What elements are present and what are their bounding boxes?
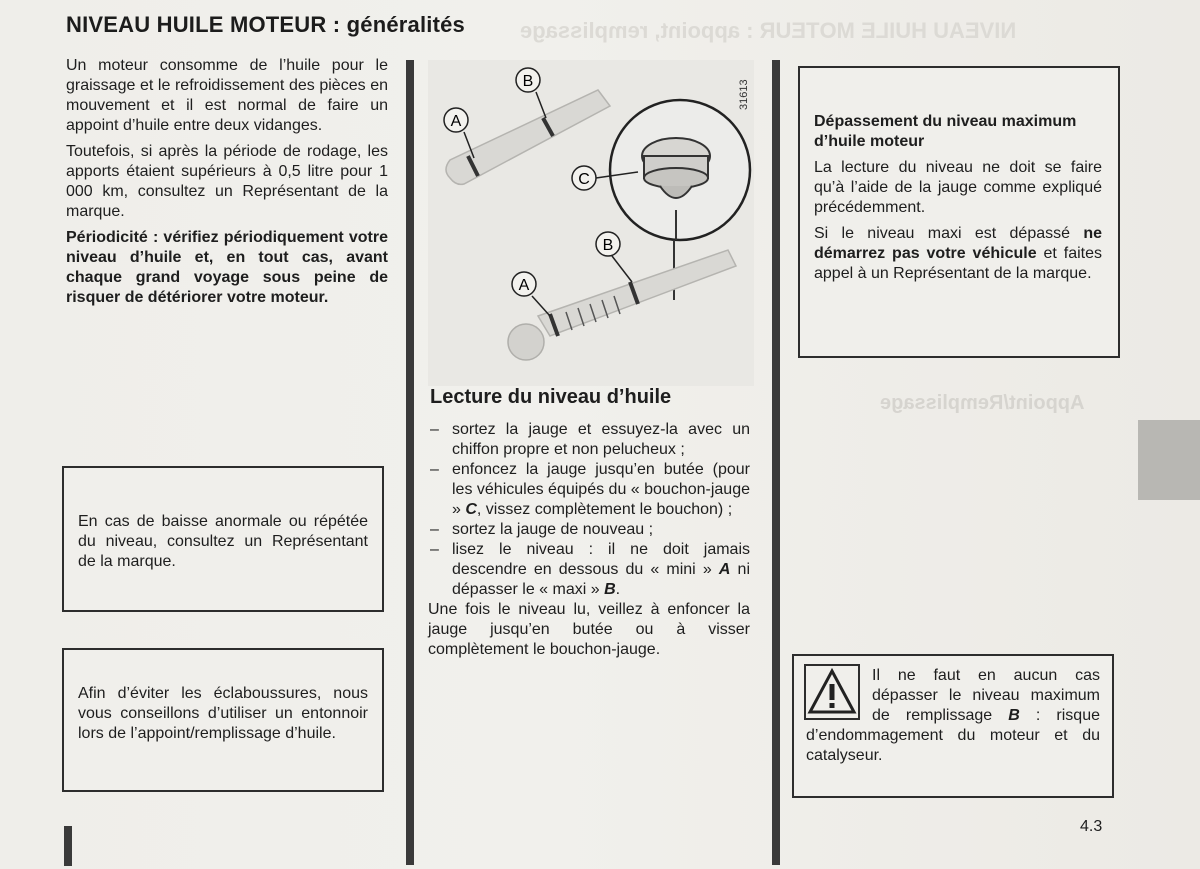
overfill-paragraph-2	[814, 224, 1102, 284]
abnormal-drop-text: En cas de baisse anormale ou répétée du niveau, consultez un Représentant de la marque.	[78, 513, 368, 570]
intro-paragraph: Un moteur consomme de l’huile pour le graissage et le refroidissement des pièces en mouvement et il est normal de faire un appoint d’huile entre deux vidanges.	[66, 57, 388, 134]
leader-b-upper	[536, 92, 546, 118]
step-item: – sortez la jauge de nouveau ;	[430, 521, 654, 538]
page-title: NIVEAU HUILE MOTEUR : généralités	[66, 12, 465, 37]
figure-number: 31613	[738, 79, 750, 110]
warning-text-start: Il ne faut en aucun cas dépasser le niveau maximum de remplissage	[872, 667, 1100, 724]
step-1-text: sortez la jauge et essuyez-la avec un chiffon propre et non pelucheux ;	[452, 421, 750, 458]
callout-a-upper: A	[450, 113, 462, 130]
leader-a-lower	[532, 296, 550, 316]
column-divider-right	[772, 60, 780, 865]
consumption-paragraph: Toutefois, si après la période de rodage, les apports étaient supérieurs à 0,5 litre pour 1 000 km, consultez un Représentant de la marque.	[66, 143, 388, 220]
callout-b-lower: B	[602, 237, 614, 254]
ghost-right-heading: Appoint/Remplissage	[880, 392, 1085, 414]
periodicity-paragraph: Périodicité : vérifiez périodiquement votre niveau d’huile et, en tout cas, avant chaque grand voyage sous peine de risquer de détériorer votre moteur.	[66, 229, 388, 306]
after-reading-text: Une fois le niveau lu, veillez à enfoncer la jauge jusqu’en butée ou à visser complètement le bouchon-jauge.	[428, 601, 750, 658]
step-4-text: lisez le niveau : il ne doit jamais descendre en dessous du « mini »	[452, 541, 750, 578]
step-item: – sortez la jauge et essuyez-la avec un chiffon propre et non pelucheux ;	[430, 421, 750, 458]
step-3-text: sortez la jauge de nouveau ;	[452, 521, 654, 538]
overfill-text-start: Si le niveau maxi est dépassé	[814, 225, 1084, 242]
step-2-text-end: , vissez complètement le bouchon) ;	[476, 501, 733, 518]
column-divider-left	[406, 60, 414, 865]
step-4-text-mid: ni dépasser le « maxi »	[452, 561, 750, 598]
leader-b-lower	[612, 256, 632, 282]
step-2-text: enfoncez la jauge jusqu’en butée (pour les véhicules équipés du « bouchon-jauge »	[452, 461, 750, 518]
chapter-tab	[1138, 420, 1200, 500]
warning-icon-spacer	[806, 666, 872, 724]
warning-text	[806, 666, 1100, 766]
callout-c: C	[578, 171, 590, 188]
abnormal-drop-note	[62, 466, 384, 612]
page-number: 4.3	[1080, 818, 1103, 835]
warning-text-end: : risque d’endommagement du moteur et du catalyseur.	[806, 707, 1100, 764]
intro-column	[66, 56, 388, 314]
step-2-ref-c: C	[465, 501, 477, 518]
step-item: – lisez le niveau : il ne doit jamais descendre en dessous du « mini » A ni dépasser le « maxi » B.	[430, 541, 750, 598]
step-item: – enfoncez la jauge jusqu’en butée (pour les véhicules équipés du « bouchon-jauge » C, vissez complètement le bouchon) ;	[430, 461, 750, 518]
callout-a-lower: A	[518, 277, 530, 294]
overfill-text-end: et faites appel à un Représentant de la marque.	[814, 245, 1102, 282]
warning-ref-b: B	[1008, 707, 1020, 724]
reading-steps	[428, 420, 750, 660]
step-4-ref-a: A	[718, 561, 731, 578]
step-4-ref-b: B	[604, 581, 616, 598]
ghost-mirrored-title: NIVEAU HUILE MOTEUR : appoint, remplissage	[520, 18, 1017, 43]
dipstick-drawing	[428, 60, 754, 386]
overfill-paragraph-1: La lecture du niveau ne doit se faire qu’à l’aide de la jauge comme expliqué précédemment.	[814, 159, 1102, 216]
lower-dipstick	[508, 250, 736, 360]
funnel-advice-note	[62, 648, 384, 792]
funnel-advice-text: Afin d’éviter les éclaboussures, nous vous conseillons d’utiliser un entonnoir lors de l’appoint/remplissage d’huile.	[78, 685, 368, 742]
overfill-box	[798, 66, 1120, 358]
callout-b-upper: B	[522, 73, 534, 90]
overfill-text-bold: ne démarrez pas votre véhicule	[814, 225, 1102, 262]
step-4-text-end: .	[615, 581, 621, 598]
footer-marker	[64, 826, 72, 866]
dipstick-illustration	[428, 60, 754, 386]
overfill-heading: Dépassement du niveau maximum d’huile moteur	[814, 113, 1077, 150]
reading-heading: Lecture du niveau d’huile	[430, 386, 672, 408]
